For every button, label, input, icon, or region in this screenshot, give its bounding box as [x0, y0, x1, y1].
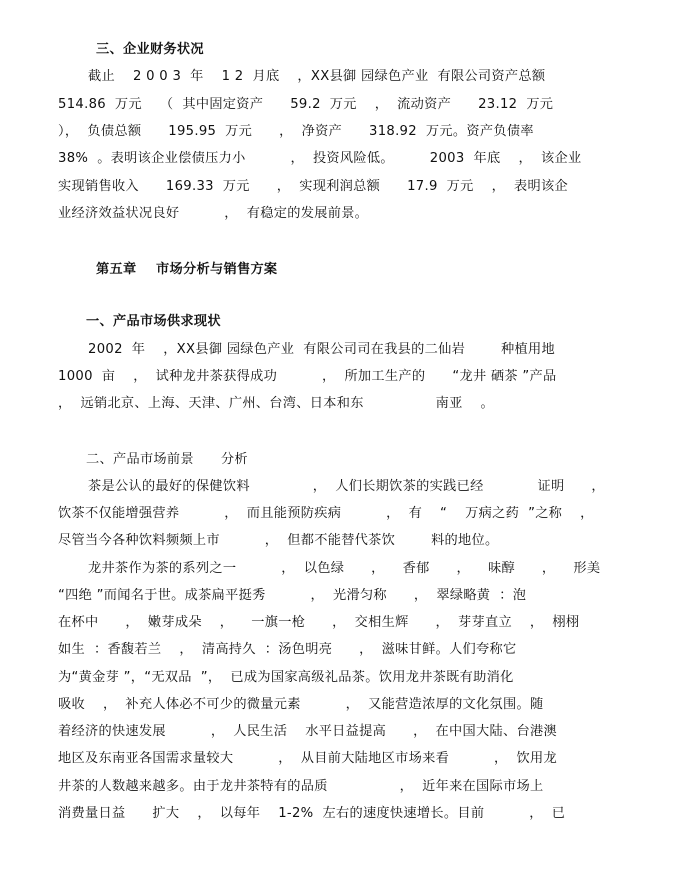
section-heading-supply-demand: 一、产品市场供求现状 [86, 314, 221, 329]
paragraph-line: 消费量日益 扩大 ， 以每年 1-2% 左右的速度快速增长。目前 ， 已 [58, 806, 566, 821]
paragraph-line: 茶是公认的最好的保健饮料 ， 人们长期饮茶的实践已经 证明 ， [88, 479, 605, 494]
paragraph-line: 地区及东南亚各国需求量较大 ， 从目前大陆地区市场来看 ， 饮用龙 [58, 751, 557, 766]
paragraph-line: 1000 亩 ， 试种龙井茶获得成功 ， 所加工生产的 “龙井 硒茶 ”产品 [58, 369, 557, 384]
chapter-title: 第五章 市场分析与销售方案 [96, 262, 278, 277]
paragraph-line: 井茶的人数越来越多。由于龙井茶特有的品质 ， 近年来在国际市场上 [58, 779, 544, 794]
paragraph-line: 为“黄金芽 ”，“无双品 ”， 已成为国家高级礼品茶。饮用龙井茶既有助消化 [58, 670, 514, 685]
paragraph-line: ）， 负债总额 195.95 万元 ， 净资产 318.92 万元。资产负债率 [58, 124, 534, 139]
paragraph-line: 如生 ：香馥若兰 ， 清高持久 ：汤色明亮 ， 滋味甘鲜。人们夸称它 [58, 642, 517, 657]
paragraph-line: 514.86 万元 （ 其中固定资产 59.2 万元 ， 流动资产 23.12 万元 [58, 97, 554, 112]
paragraph-line: 吸收 ， 补充人体必不可少的微量元素 ， 又能营造浓厚的文化氛围。随 [58, 697, 544, 712]
paragraph-line: ， 远销北京、上海、天津、广州、台湾、日本和东 南亚 。 [58, 396, 495, 411]
paragraph-line: 饮茶不仅能增强营养 ， 而且能预防疾病 ， 有 “ 万病之药 ”之称 ， [58, 506, 594, 521]
paragraph-line: 业经济效益状况良好 ， 有稳定的发展前景。 [58, 206, 369, 221]
paragraph-line: 着经济的快速发展 ， 人民生活 水平日益提高 ， 在中国大陆、台港澳 [58, 724, 557, 739]
paragraph-line: “四绝 ”而闻名于世。成茶扁平挺秀 ， 光滑匀称 ， 翠绿略黄 ：泡 [58, 588, 527, 603]
paragraph-line: 截止 2 0 0 3 年 1 2 月底 ，XX县御 园绿色产业 有限公司资产总额 [88, 69, 546, 84]
section-heading-financial: 三、企业财务状况 [96, 42, 204, 57]
paragraph-line: 尽管当今各种饮料频频上市 ， 但都不能替代茶饮 料的地位。 [58, 533, 499, 548]
paragraph-line: 在杯中 ， 嫩芽成朵 ， 一旗一枪 ， 交相生辉 ， 芽芽直立 ， 栩栩 [58, 615, 580, 630]
section-heading-market-outlook: 二、产品市场前景 分析 [86, 452, 248, 467]
paragraph-line: 实现销售收入 169.33 万元 ， 实现利润总额 17.9 万元 ， 表明该企 [58, 179, 568, 194]
paragraph-line: 2002 年 ，XX县御 园绿色产业 有限公司司在我县的二仙岩 种植用地 [88, 342, 555, 357]
paragraph-line: 38% 。表明该企业偿债压力小 ， 投资风险低。 2003 年底 ， 该企业 [58, 151, 582, 166]
paragraph-line: 龙井茶作为茶的系列之一 ， 以色绿 ， 香郁 ， 味醇 ， 形美 [88, 561, 601, 576]
